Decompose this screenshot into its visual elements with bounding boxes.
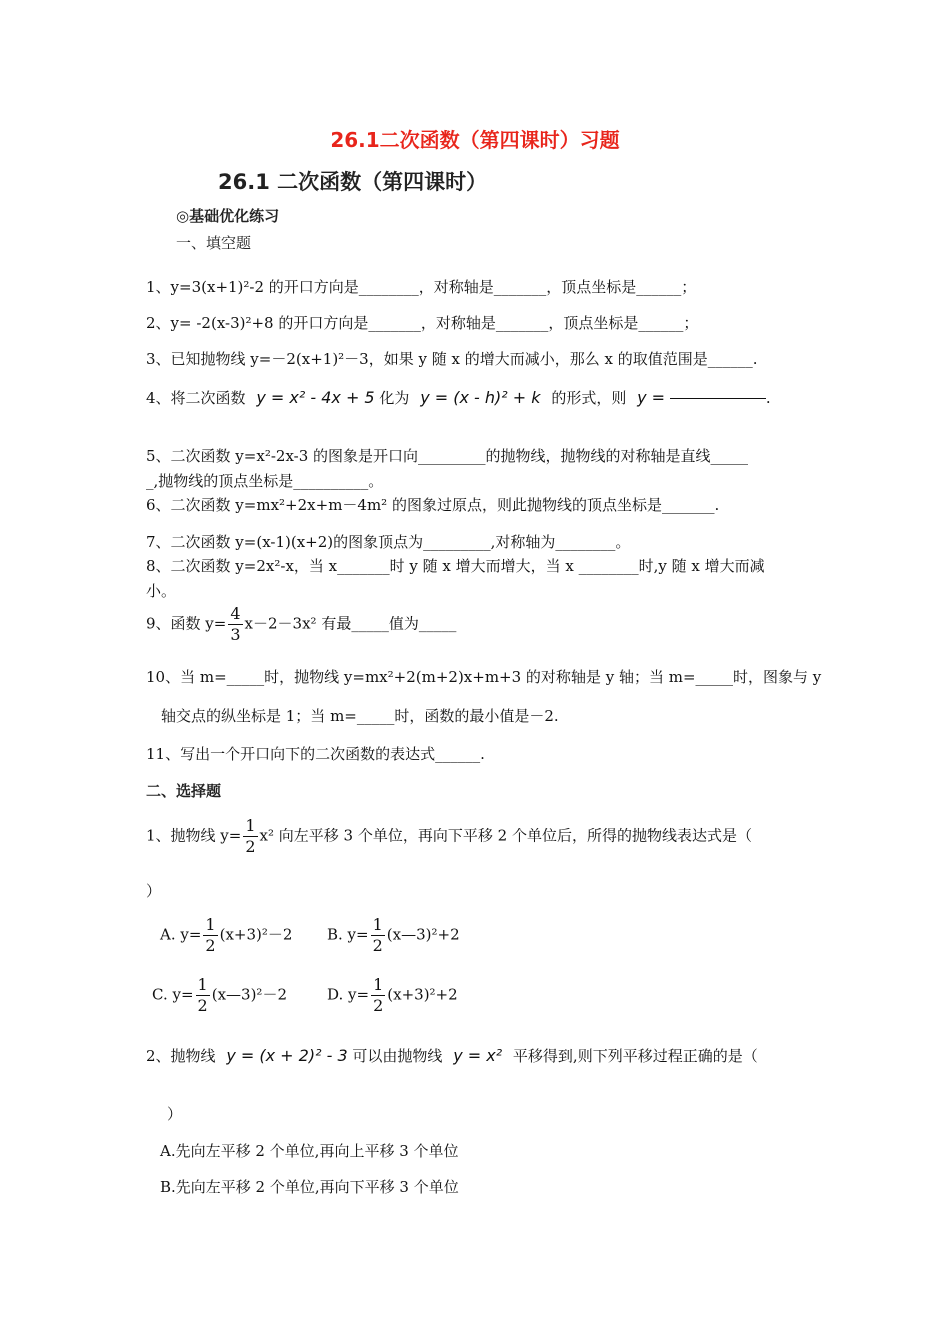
option-d-label: D. y= <box>327 985 370 1004</box>
q4-expression-1: y = x² - 4x + 5 <box>256 388 375 407</box>
cq2-expression-1: y = (x + 2)² - 3 <box>226 1046 348 1065</box>
fill-question-6: 6、二次函数 y=mx²+2x+m－4m² 的图象过原点，则此抛物线的顶点坐标是_______. <box>146 496 720 514</box>
option-a-expression: (x+3)²－2 <box>219 925 293 944</box>
choice-1-option-c <box>152 977 287 1014</box>
fill-question-5-line-2: _,抛物线的顶点坐标是__________。 <box>146 472 384 490</box>
q9-prefix: 9、函数 y= <box>146 614 227 633</box>
cq2-mid: 可以由抛物线 <box>352 1047 443 1065</box>
choice-2-option-a: A.先向左平移 2 个单位,再向上平移 3 个单位 <box>160 1142 459 1160</box>
fill-question-11: 11、写出一个开口向下的二次函数的表达式______. <box>146 745 485 763</box>
fill-question-4 <box>146 388 771 408</box>
fill-question-9 <box>146 606 456 643</box>
page-title: 26.1二次函数（第四课时）习题 <box>330 128 620 152</box>
cq1-fraction <box>243 818 257 855</box>
q4-expression-3: y = <box>637 388 666 407</box>
q4-prefix: 4、将二次函数 <box>146 389 246 407</box>
fill-question-2: 2、y= -2(x-3)²+8 的开口方向是_______，对称轴是_______，顶点坐标是______； <box>146 314 699 332</box>
cq1-denominator: 2 <box>245 837 256 856</box>
cq2-suffix: 平移得到,则下列平移过程正确的是（ <box>512 1047 758 1065</box>
fill-question-8-line-2: 小。 <box>146 582 177 600</box>
q4-mid: 化为 <box>379 389 410 407</box>
option-d-denominator: 2 <box>373 996 384 1015</box>
choice-question-2 <box>146 1046 758 1066</box>
lesson-subtitle: 26.1 二次函数（第四课时） <box>218 170 488 194</box>
fill-question-7: 7、二次函数 y=(x-1)(x+2)的图象顶点为_________,对称轴为________。 <box>146 533 631 551</box>
q4-end: . <box>765 389 771 407</box>
choice-question-1-close: ） <box>146 882 162 900</box>
option-d-expression: (x+3)²+2 <box>387 985 458 1004</box>
option-b-denominator: 2 <box>372 936 383 955</box>
fill-question-3: 3、已知抛物线 y=－2(x+1)²－3，如果 y 随 x 的增大而减小，那么 x 的取值范围是______. <box>146 350 758 368</box>
choice-question-1 <box>146 818 752 855</box>
q4-suffix: 的形式，则 <box>551 389 627 407</box>
option-b-numerator: 1 <box>372 915 383 934</box>
option-a-label: A. y= <box>160 925 202 944</box>
cq1-prefix: 1、抛物线 y= <box>146 826 242 845</box>
option-d-fraction <box>371 977 385 1014</box>
option-a-fraction <box>203 917 217 954</box>
cq1-numerator: 1 <box>245 816 256 835</box>
fill-section-heading: 一、填空题 <box>176 234 252 252</box>
option-b-fraction <box>371 917 385 954</box>
q9-denominator: 3 <box>230 625 241 644</box>
option-c-expression: (x—3)²－2 <box>211 985 287 1004</box>
option-c-denominator: 2 <box>197 996 208 1015</box>
option-a-denominator: 2 <box>205 936 216 955</box>
option-a-numerator: 1 <box>205 915 216 934</box>
cq2-expression-2: y = x² <box>453 1046 503 1065</box>
option-d-numerator: 1 <box>373 975 384 994</box>
option-b-label: B. y= <box>327 925 369 944</box>
option-c-label: C. y= <box>152 985 194 1004</box>
practice-heading: ◎基础优化练习 <box>176 207 280 225</box>
cq2-prefix: 2、抛物线 <box>146 1047 216 1065</box>
fill-question-8-line-1: 8、二次函数 y=2x²-x，当 x_______时 y 随 x 增大而增大，当 x ________时,y 随 x 增大而减 <box>146 557 765 575</box>
choice-2-option-b: B.先向左平移 2 个单位,再向下平移 3 个单位 <box>160 1178 459 1196</box>
option-c-fraction <box>196 977 210 1014</box>
fill-question-10-line-1: 10、当 m=_____时，抛物线 y=mx²+2(m+2)x+m+3 的对称轴是 y 轴；当 m=_____时，图象与 y <box>146 668 822 686</box>
q9-numerator: 4 <box>230 604 241 623</box>
option-c-numerator: 1 <box>197 975 208 994</box>
choice-1-option-d <box>327 977 458 1014</box>
q9-suffix: x－2－3x² 有最_____值为_____ <box>244 614 457 633</box>
cq1-suffix: x² 向左平移 3 个单位，再向下平移 2 个单位后，所得的抛物线表达式是（ <box>259 826 752 845</box>
q4-expression-2: y = (x - h)² + k <box>420 388 541 407</box>
option-b-expression: (x—3)²+2 <box>386 925 460 944</box>
fill-question-10-line-2: 轴交点的纵坐标是 1；当 m=_____时，函数的最小值是－2. <box>161 707 559 725</box>
choice-section-heading: 二、选择题 <box>146 782 222 800</box>
fill-question-1: 1、y=3(x+1)²-2 的开口方向是________，对称轴是_______，顶点坐标是______； <box>146 278 697 296</box>
fill-question-5-line-1: 5、二次函数 y=x²-2x-3 的图象是开口向_________的抛物线，抛物线的对称轴是直线_____ <box>146 447 749 465</box>
q9-fraction <box>228 606 242 643</box>
q4-answer-line <box>670 398 766 399</box>
choice-1-option-a <box>160 917 292 954</box>
choice-question-2-close: ） <box>167 1105 183 1123</box>
choice-1-option-b <box>327 917 460 954</box>
